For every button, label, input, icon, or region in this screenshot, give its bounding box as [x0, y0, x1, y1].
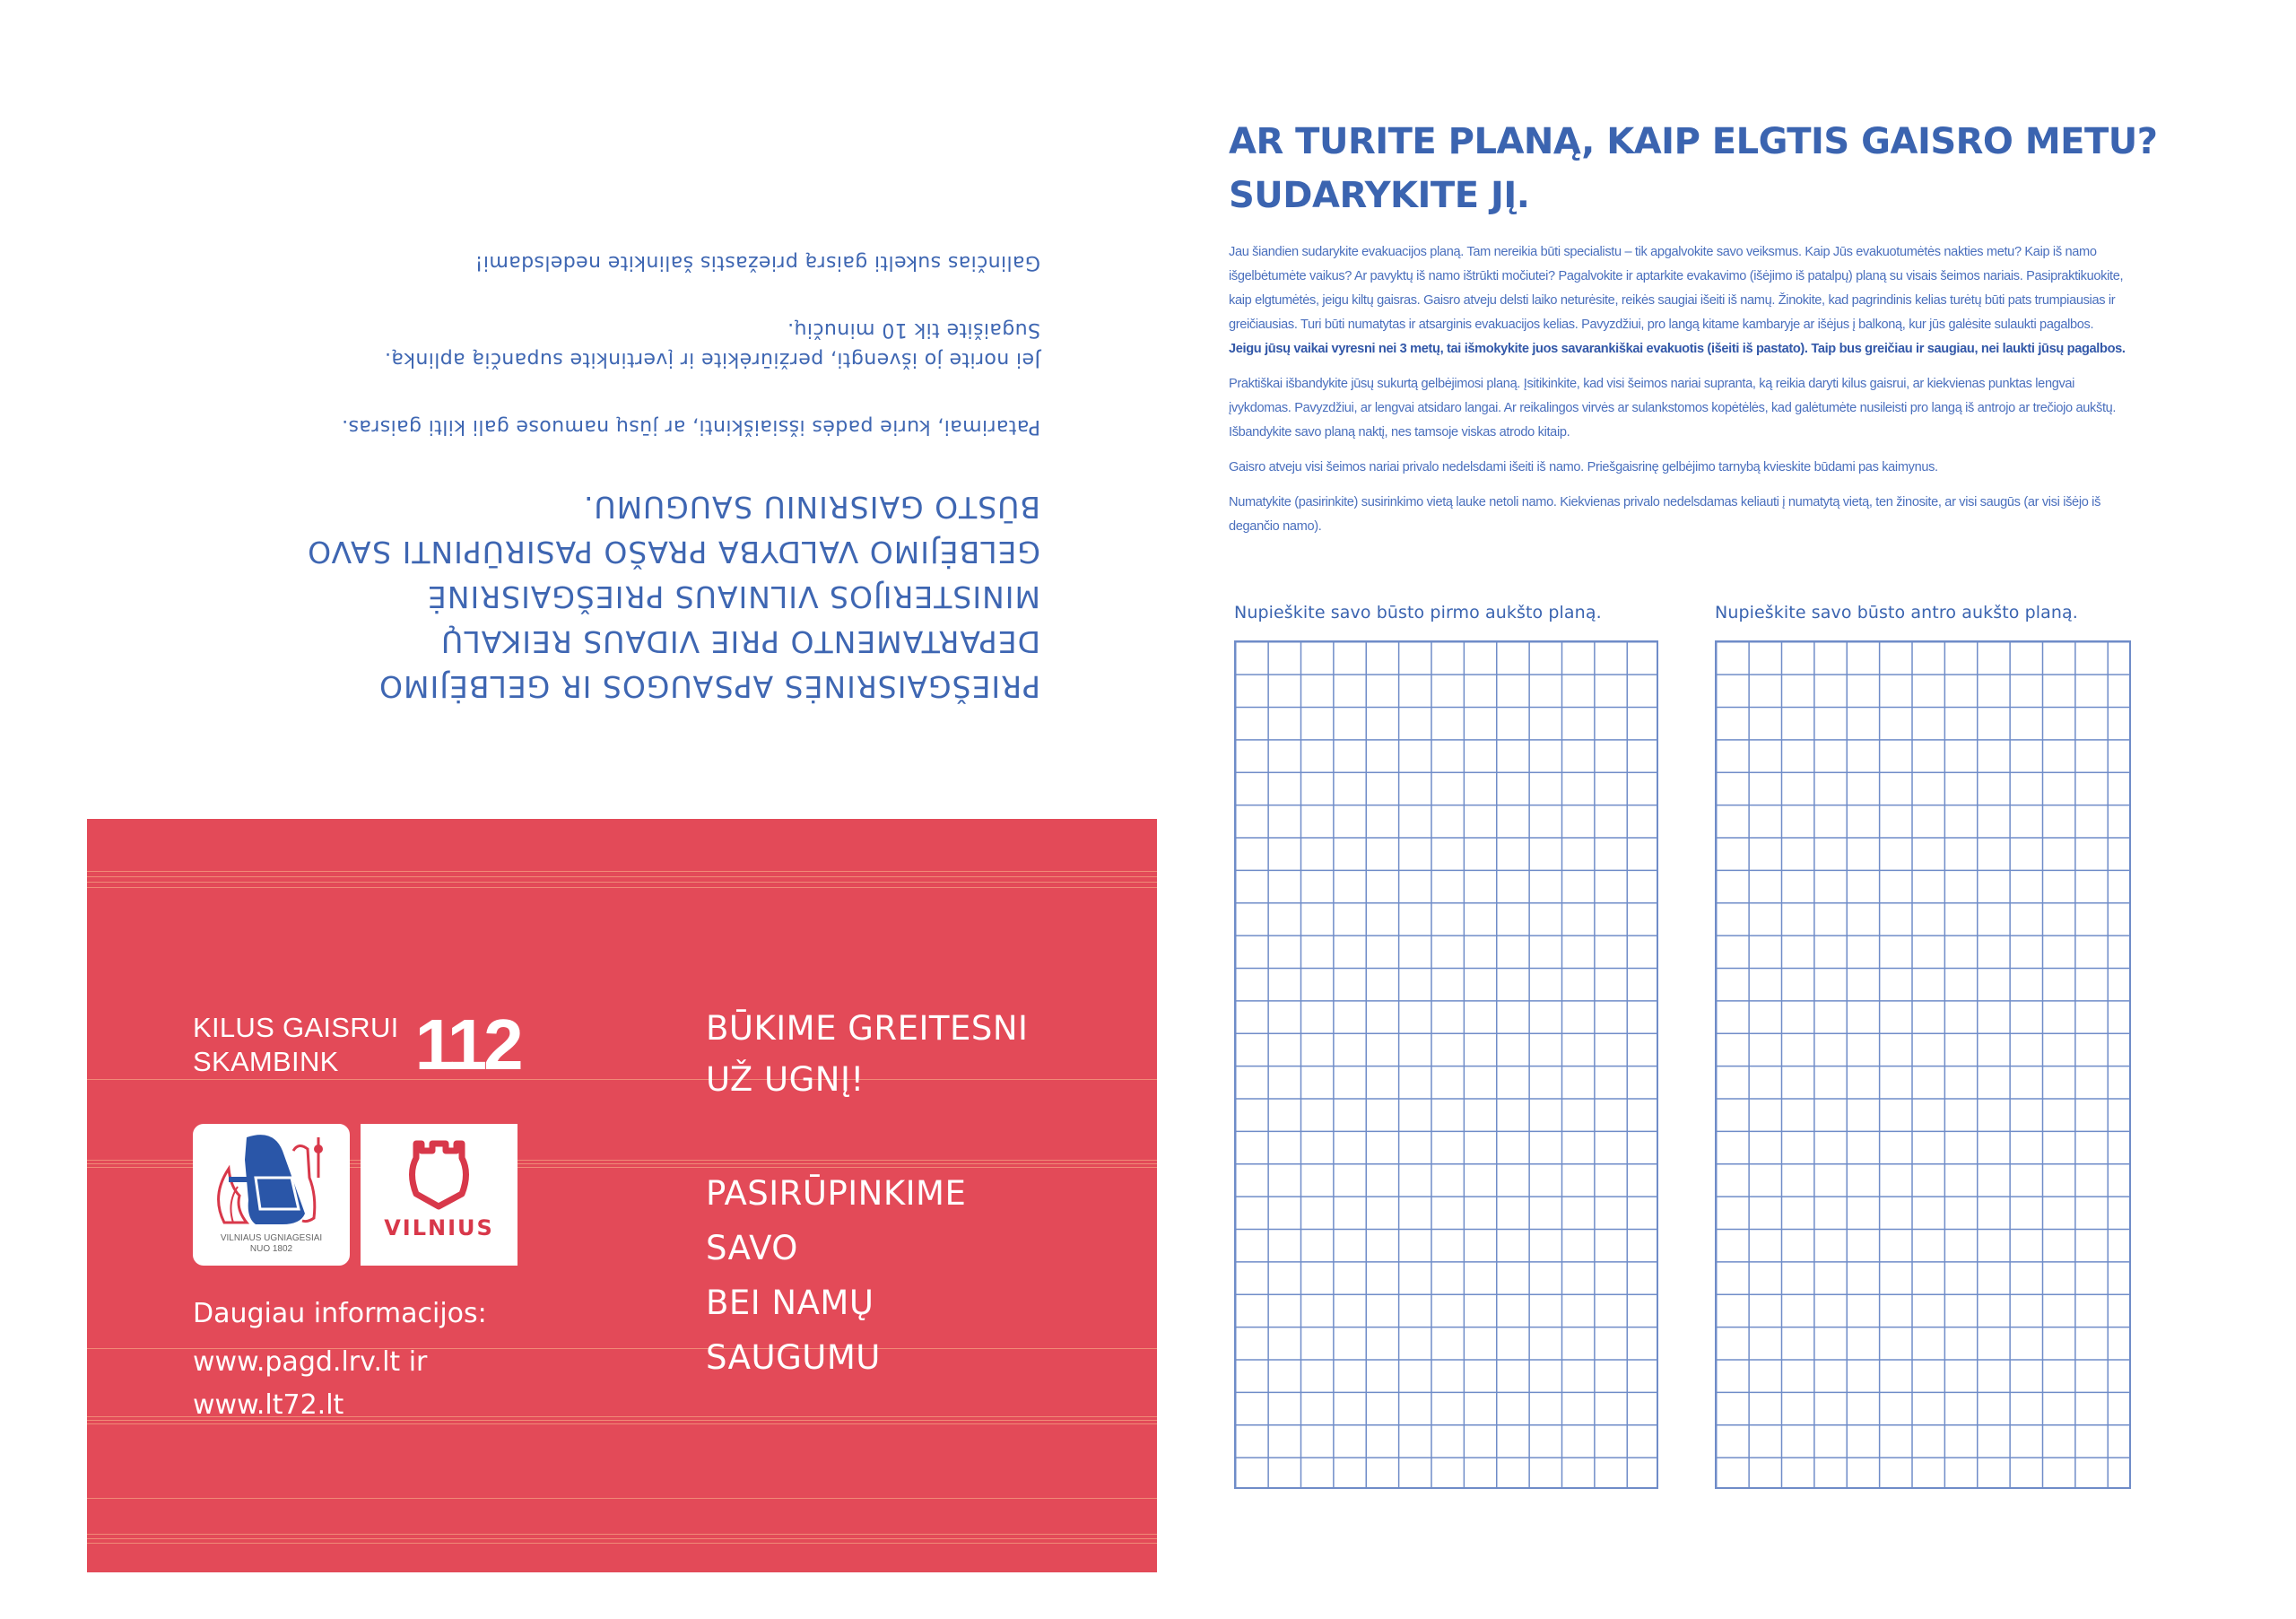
paragraph-leave-home: Gaisro atveju visi šeimos nariai privalo nedelsdami išeiti iš namo. Priešgaisrinę gelbėjimo tarnybą kvieskite būdami pas kaimynus.	[1229, 460, 1938, 474]
red-info-panel	[87, 819, 1157, 1572]
first-floor-drawing-grid[interactable]	[1234, 640, 1658, 1489]
decorative-stripe	[87, 871, 1157, 872]
logo-caption-line-1: VILNIAUS UGNIAGESIAI	[220, 1233, 323, 1243]
call-line-2: SKAMBINK	[193, 1046, 339, 1077]
org-title-line: DEPARTAMENTO PRIE VIDAUS REIKALŲ	[440, 624, 1040, 659]
slogan-line: UŽ UGNĮ!	[706, 1060, 865, 1099]
firefighters-emblem-icon	[193, 1124, 350, 1232]
paragraph-plan-text: Jau šiandien sudarykite evakuacijos planą. Tam nereikia būti specialistu – tik apgalvokite savo veiksmus. Kaip Jūs evakuotumėtės nakties metu? Kaip iš namo išgelbėtumėte vaikus? Ar pavyktų iš namo ištrūkti močiutei? Pagalvokite ir aptarkite evakavimo (išėjimo iš patalpų) planą su visais šeimos nariais. Pasipraktikuokite, kaip elgtumėtės, jeigu kiltų gaisras. Gaisro atveju delsti laiko neturėsite, reikės saugiai išeiti iš namų. Žinokite, kad pagrindinis kelias turėtų būti pats trumpiausias ir greičiausias. Turi būti numatytas ir atsarginis evakuacijos kelias. Pavyzdžiui, pro langą kitame kambaryje ar išėjus į balkoną, kur jūs galėsite sulaukti pagalbos.	[1229, 245, 2124, 332]
decorative-stripe	[87, 1543, 1157, 1544]
org-title-line: BŪSTO GAISRINIU SAUGUMU.	[582, 490, 1040, 525]
decorative-stripe	[87, 887, 1157, 888]
paragraph-plan-bold: Jeigu jūsų vaikai vyresni nei 3 metų, tai išmokykite juos savarankiškai evakuotis (išeiti iš pastato). Taip bus greičiau ir saugiau, nei laukti jūsų pagalbos.	[1229, 342, 2126, 356]
tips-intro: Patarimai, kurie padės išsiaiškinti, ar jūsų namuose gali kilti gaisras.	[341, 415, 1040, 438]
emergency-call-block	[193, 1005, 520, 1084]
tips-line: Jei norite jo išvengti, peržiūrėkite ir įvertinkite supančią aplinką.	[384, 348, 1040, 370]
vilnius-wordmark: VILNIUS	[384, 1215, 494, 1240]
decorative-stripe	[87, 1534, 1157, 1535]
more-info-block	[193, 1293, 487, 1427]
heading-line-2: SUDARYKITE JĮ.	[1229, 175, 1530, 216]
slogan-line: BŪKIME GREITESNI	[706, 1009, 1029, 1048]
slogan-line: SAUGUMU	[706, 1338, 881, 1377]
castle-tower-icon	[361, 1124, 517, 1214]
tips-line: Sugaišite tik 10 minučių.	[787, 318, 1040, 341]
upside-down-section	[179, 224, 1040, 709]
logo-caption-line-2: NUO 1802	[249, 1244, 293, 1254]
more-info-label: Daugiau informacijos:	[193, 1298, 487, 1329]
link-lt72[interactable]: www.lt72.lt	[193, 1389, 344, 1421]
organization-title	[179, 484, 1040, 709]
fire-department-logo	[193, 1124, 350, 1266]
paragraph-practice: Praktiškai išbandykite jūsų sukurtą gelbėjimosi planą. Įsitikinkite, kad visi šeimos nariai supranta, ką reikia daryti kilus gaisrui, ar kiekvienas punktas lengvai įvykdomas. Pavyzdžiui, ar lengvai atsidaro langai. Ar reikalingos virvės ar sulankstomos kopėtėlės, kad galėtumėte nusileisti pro langą iš antrojo ar trečiojo aukštų. Išbandykite savo planą naktį, nes tamsoje viskas atrodo kitaip.	[1229, 377, 2117, 440]
emergency-number: 112	[414, 1005, 520, 1084]
link-pagd[interactable]: www.pagd.lrv.lt ir	[193, 1346, 428, 1378]
slogan-take-care	[706, 1166, 966, 1385]
org-title-line: PRIEŠGAISRINĖS APSAUGOS IR GELBĖJIMO	[378, 669, 1040, 704]
slogan-line: SAVO	[706, 1229, 798, 1267]
paragraph-meeting-place: Numatykite (pasirinkite) susirinkimo vietą lauke netoli namo. Kiekvienas privalo nedelsdamas keliauti į numatytą vietą, ten žinosite, ar visi saugūs (ar visi išėjo iš degančio namo).	[1229, 495, 2101, 534]
slogan-faster-than-fire	[706, 1003, 1028, 1105]
heading-line-1: AR TURITE PLANĄ, KAIP ELGTIS GAISRO METU?	[1229, 121, 2158, 162]
paragraph-plan	[1229, 240, 2126, 361]
slogan-line: PASIRŪPINKIME	[706, 1174, 967, 1213]
first-floor-label: Nupieškite savo būsto pirmo aukšto planą.	[1234, 603, 1602, 622]
slogan-line: BEI NAMŲ	[706, 1284, 874, 1322]
decorative-stripe	[87, 882, 1157, 883]
call-line-1: KILUS GAISRUI	[193, 1012, 399, 1043]
vilnius-logo	[361, 1124, 517, 1266]
tips-warning: Galinčias sukelti gaisrą priežastis šalinkite nedelsdami!	[474, 251, 1040, 274]
org-title-line: MINISTERIJOS VILNIAUS PRIEŠGAISRINĖ	[426, 579, 1040, 614]
second-floor-label: Nupieškite savo būsto antro aukšto planą.	[1715, 603, 2078, 622]
page-title	[1229, 115, 2215, 222]
evacuation-instructions	[1229, 240, 2126, 550]
second-floor-drawing-grid[interactable]	[1715, 640, 2131, 1489]
org-title-line: GELBĖJIMO VALDYBA PRAŠO PASIRŪPINTI SAVO	[307, 535, 1040, 570]
decorative-stripe	[87, 1538, 1157, 1539]
logos-row	[193, 1124, 517, 1266]
fire-tips	[179, 248, 1040, 441]
decorative-stripe	[87, 1498, 1157, 1499]
decorative-stripe	[87, 876, 1157, 877]
